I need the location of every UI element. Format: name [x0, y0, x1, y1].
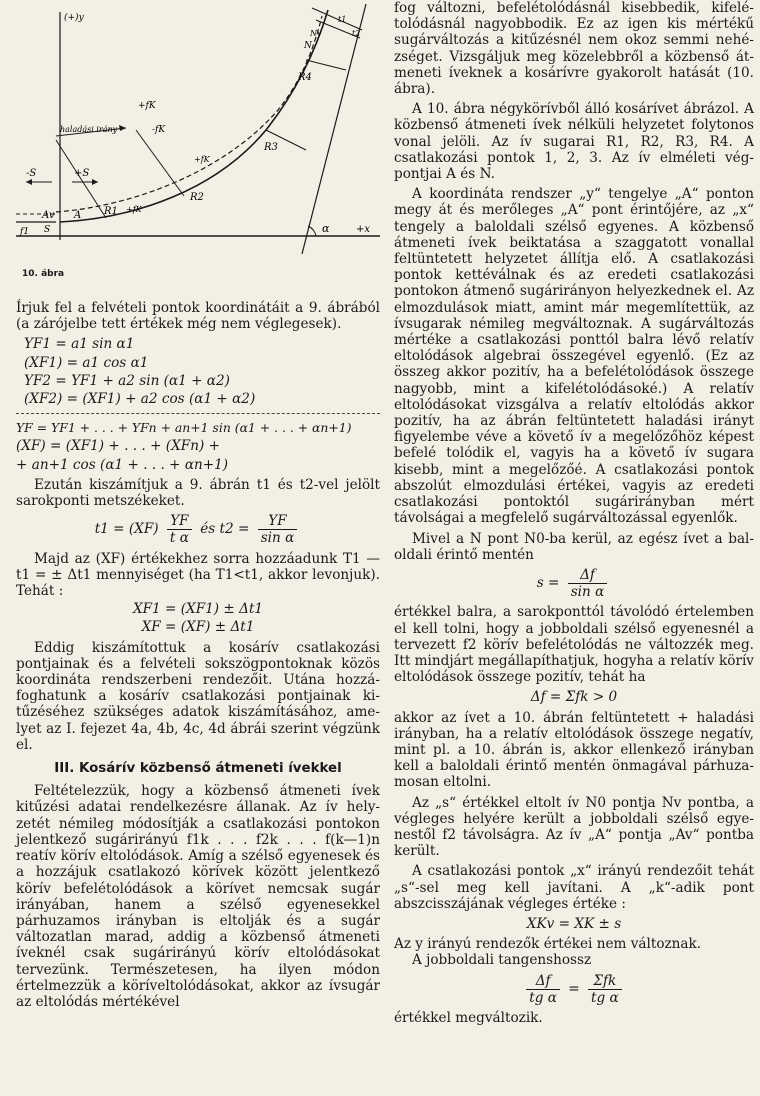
fk-label-1: +fK — [138, 101, 156, 111]
left-paragraph-1: Írjuk fel a felvételi pontok koordinátáit a 9. ábrából (a zárójelbe tett értékek még nem véglegesek). — [16, 300, 380, 333]
equation-10: XF = (XF) ± Δt1 — [141, 619, 255, 636]
equation-4: (XF2) = (XF1) + a2 cos (α1 + α2) — [24, 391, 256, 408]
req4-den-1: tg α — [529, 989, 557, 1006]
req4-num-2: Σfk — [588, 973, 622, 990]
equation-2: (XF1) = a1 cos α1 — [24, 354, 149, 371]
plus-s-label: +S — [74, 168, 90, 179]
left-paragraph-2: Ezután kiszámítjuk a 9. ábrán t1 és t2-vel jelölt sarokponti metszékeket. — [16, 476, 380, 510]
req4-fraction-2 — [588, 973, 622, 1006]
r2-label: R2 — [190, 192, 204, 203]
r3-label: R3 — [264, 142, 278, 153]
av-label: Av — [42, 210, 55, 221]
eq8-left: t1 = (XF) — [94, 521, 159, 538]
eq8-den-2: sin α — [260, 530, 295, 547]
figure-caption: 10. ábra — [22, 269, 65, 279]
x-axis-label: +x — [356, 224, 371, 235]
nv-label: Nv — [310, 29, 322, 38]
equation-9: XF1 = (XF1) ± Δt1 — [132, 601, 264, 618]
req1-fraction — [568, 567, 608, 600]
dashed-divider — [16, 413, 380, 414]
equation-8 — [16, 513, 380, 546]
right-paragraph-10: A jobboldali tangenshossz — [412, 952, 592, 969]
n-label: N — [304, 41, 312, 51]
req1-den: sin α — [570, 584, 605, 601]
req1-left: s = — [536, 575, 560, 592]
right-paragraph-4: Mivel a N pont N0-ba kerül, az egész ívet a baloldali érintő mentén — [394, 530, 754, 563]
right-paragraph-1: fog változni, befelétolódásnál kisebbedik, kifelétolódásnál nagyobbodik. Ez az igen kis mértékű sugárváltozás a kitűzésnél nem okoz semmi nehézséget. Vizsgáljuk meg közelebbről a közbenső átmeneti íveknek a kosárívre gyakorolt hatását (10. ábra). — [394, 0, 754, 98]
req4-fraction-1 — [526, 973, 560, 1006]
eq8-mid: és t2 = — [200, 521, 250, 538]
right-column — [394, 0, 754, 1026]
left-paragraph-5: Feltételezzük, hogy a közbenső átmeneti ívek kitűzési adatai rendelkezésre állanak. Az ív helyzetét némileg módosítják a csatlakozási pontokon jelentkező sugárirányú f1k . . . f2k . . . f(k—1)n reatív körív eltolódások. Amíg a szélső egyenesek és a hozzájuk csatlakozó körívek között jelentkező körív befelétolódások a körívet nemcsak sugár irányában, hanem a szélső egyenesekkel párhuzamos irányban is eltolják és a sugár változatlan marad, addig a közbenső átmeneti íveknél csak sugárirányú körív eltolódásokat tervezünk. Természetesen, ha ilyen módon értelmezzük a köríveltolódásokat, akkor az ívsugár az eltolódás mértékével — [16, 783, 380, 1010]
fk-label-2: -fK — [152, 125, 166, 135]
eq8-num-2: YF — [258, 513, 298, 530]
y-axis-label: (+)y — [64, 13, 84, 23]
minus-s-label: -S — [26, 168, 37, 179]
right-equation-1 — [394, 567, 754, 600]
req1-num: Δf — [568, 567, 608, 584]
eq8-den-1: t α — [169, 530, 189, 547]
a-label: A — [74, 210, 82, 221]
section-heading: III. Kosárív közbenső átmeneti ívekkel — [54, 761, 342, 777]
req4-num-1: Δf — [526, 973, 560, 990]
req4-den-2: tg α — [591, 989, 619, 1006]
equation-6: (XF) = (XF1) + . . . + (XFn) + — [16, 438, 220, 455]
figure-10-drawing — [16, 0, 380, 262]
f1-label: f1 — [20, 227, 30, 237]
figure-10 — [16, 0, 380, 300]
right-paragraph-6: akkor az ívet a 10. ábrán feltüntetett + haladási irányban, ha a relatív eltolódások összege negatív, mint pl. a 10. ábrán is, akkor ellenkező irányban kell a baloldali érintő mentén önmagával párhuzamosan eltolni. — [394, 709, 754, 791]
equation-1: YF1 = a1 sin α1 — [24, 336, 135, 353]
eq8-fraction-2 — [258, 513, 298, 546]
right-paragraph-3: A koordináta rendszer „y“ tengelye „A“ ponton megy át és merőleges „A“ pont érintőjére, az „x“ tengely a baloldali szélső egyenes. A közbenső átmeneti ívek beiktatása a szaggatott vonallal feltüntetett helyzetet állítja elő. A csatlakozási pontok kettéválnak és az eredeti csatlakozási pontokon átmenő sugárirányon helyezkednek el. Az elmozdulások miatt, amint már megemlítettük, az ívsugarak némileg megváltoznak. A sugárváltozás mértéke a csatlakozási ponttól balra lévő relatív eltolódások algebrai összegével egyenlő. (Ez az összeg akkor pozitív, ha a befelétolódások összege nagyobb, mint a kifelétolódásoké.) A relatív eltolódásokat vizsgálva a relatív eltolódás akkor pozitív, ha az ábrán feltüntetett haladási irányt figyelembe véve a követő ív a megelőzőhöz képest befelé tolódik el, vagyis ha a követő ív sugara kisebb, mint a megelőzőé. A csatlakozási pontok abszolút elmozdulási értékei, vagyis az eredeti csatlakozási pontoktól sugárirányban mért távolságai a megfelelő sugárváltozással egyenlők. — [394, 186, 754, 527]
right-paragraph-9: Az y irányú rendezők értékei nem változnak. — [394, 936, 702, 953]
right-paragraph-11: értékkel megváltozik. — [394, 1009, 543, 1026]
equation-7: + an+1 cos (α1 + . . . + αn+1) — [16, 456, 229, 473]
right-equation-4 — [394, 973, 754, 1006]
eq8-fraction-1 — [167, 513, 192, 546]
right-paragraph-7: Az „s“ értékkel eltolt ív N0 pontja Nv pontba, a végleges helyére került a jobboldali szélső egyenestől f2 távolságra. Az ív „A“ pontja „Av“ pontba került. — [394, 794, 754, 860]
left-paragraph-4: Eddig kiszámítottuk a kosárív csatlakozási pontjainak és a felvételi sokszögpontoknak közös koordináta rendszerbeni rendezőit. Utána hozzáfoghatunk a kosárív csatlakozási pontjainak kitűzéséhez szükséges adatok kiszámításához, amelyet az I. fejezet 4a, 4b, 4c, 4d ábrái szerint végzünk el. — [16, 639, 380, 753]
req4-equals: = — [568, 980, 580, 997]
t2-label: t2 — [352, 29, 361, 38]
left-column — [16, 0, 380, 1010]
t1-label: t1 — [338, 15, 347, 24]
fk-label-4: +fK — [126, 205, 142, 214]
fk-label-3: +fK — [194, 155, 210, 164]
left-paragraph-3: Majd az (XF) értékekhez sorra hozzáadunk T1 — t1 = ± Δt1 mennyiséget (ha T1<t1, akkor levonjuk). Tehát : — [16, 550, 380, 600]
eq8-num-1: YF — [167, 513, 192, 530]
right-equation-2: Δf = Σfk > 0 — [530, 689, 618, 706]
right-paragraph-2: A 10. ábra négykörívből álló kosárívet ábrázol. A közbenső átmeneti ívek nélküli helyzetet folytonos vonal jelöli. Az ív sugarai R1, R2, R3, R4. A csatlakozási pontok 1, 2, 3. Az ív elméleti végpontjai A és N. — [394, 101, 754, 183]
r4-label: R4 — [298, 72, 312, 83]
alpha-label: α — [322, 222, 330, 235]
s-label: S — [44, 225, 51, 235]
equation-5: YF = YF1 + . . . + YFn + an+1 sin (α1 + . . . + αn+1) — [16, 420, 352, 436]
haladasi-label: haladási irány — [60, 125, 118, 134]
r1-label: R1 — [104, 206, 118, 217]
right-paragraph-8: A csatlakozási pontok „x“ irányú rendezőit tehát „s“-sel meg kell javítani. A „k“-adik pont abszcisszájának végleges értéke : — [394, 863, 754, 912]
right-equation-3: XKv = XK ± s — [526, 915, 622, 932]
equation-3: YF2 = YF1 + a2 sin (α1 + α2) — [24, 372, 230, 389]
right-paragraph-5: értékkel balra, a sarokponttól távolódó értelemben el kell tolni, hogy a jobboldali szélső egyenesnél a tervezett f2 körív befelétolódás ne változzék meg. Itt mindjárt megállapíthatjuk, hogyha a relatív körív eltolódások összege pozitív, tehát ha — [394, 604, 754, 686]
equation-block-1 — [16, 336, 380, 407]
